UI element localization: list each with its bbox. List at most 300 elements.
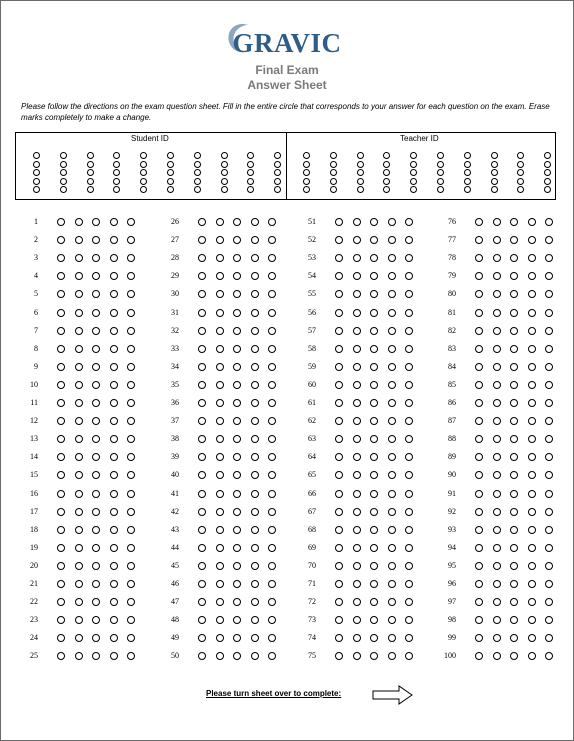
- answer-bubble[interactable]: [268, 508, 276, 516]
- answer-bubble[interactable]: [127, 399, 135, 407]
- answer-bubble[interactable]: [493, 526, 501, 534]
- student-id-bubble[interactable]: [247, 169, 254, 176]
- answer-bubble[interactable]: [510, 562, 518, 570]
- answer-bubble[interactable]: [92, 309, 100, 317]
- answer-bubble[interactable]: [405, 490, 413, 498]
- answer-bubble[interactable]: [251, 471, 259, 479]
- answer-bubble[interactable]: [353, 490, 361, 498]
- answer-bubble[interactable]: [405, 309, 413, 317]
- answer-bubble[interactable]: [127, 327, 135, 335]
- answer-bubble[interactable]: [57, 345, 65, 353]
- answer-bubble[interactable]: [475, 363, 483, 371]
- teacher-id-bubble[interactable]: [330, 178, 337, 185]
- teacher-id-bubble[interactable]: [410, 152, 417, 159]
- student-id-bubble[interactable]: [221, 161, 228, 168]
- answer-bubble[interactable]: [216, 218, 224, 226]
- answer-bubble[interactable]: [353, 290, 361, 298]
- answer-bubble[interactable]: [353, 218, 361, 226]
- student-id-bubble[interactable]: [113, 169, 120, 176]
- teacher-id-bubble[interactable]: [410, 186, 417, 193]
- answer-bubble[interactable]: [251, 508, 259, 516]
- answer-bubble[interactable]: [216, 453, 224, 461]
- answer-bubble[interactable]: [233, 562, 241, 570]
- answer-bubble[interactable]: [370, 580, 378, 588]
- answer-bubble[interactable]: [475, 526, 483, 534]
- answer-bubble[interactable]: [545, 580, 553, 588]
- answer-bubble[interactable]: [233, 218, 241, 226]
- answer-bubble[interactable]: [268, 218, 276, 226]
- answer-bubble[interactable]: [528, 616, 536, 624]
- answer-bubble[interactable]: [57, 562, 65, 570]
- answer-bubble[interactable]: [268, 327, 276, 335]
- answer-bubble[interactable]: [475, 490, 483, 498]
- answer-bubble[interactable]: [388, 218, 396, 226]
- answer-bubble[interactable]: [388, 435, 396, 443]
- teacher-id-bubble[interactable]: [544, 178, 551, 185]
- answer-bubble[interactable]: [75, 562, 83, 570]
- answer-bubble[interactable]: [475, 562, 483, 570]
- answer-bubble[interactable]: [251, 363, 259, 371]
- answer-bubble[interactable]: [57, 381, 65, 389]
- answer-bubble[interactable]: [528, 327, 536, 335]
- answer-bubble[interactable]: [251, 381, 259, 389]
- student-id-bubble[interactable]: [194, 152, 201, 159]
- answer-bubble[interactable]: [510, 327, 518, 335]
- answer-bubble[interactable]: [405, 508, 413, 516]
- answer-bubble[interactable]: [528, 399, 536, 407]
- answer-bubble[interactable]: [75, 652, 83, 660]
- answer-bubble[interactable]: [75, 544, 83, 552]
- answer-bubble[interactable]: [92, 327, 100, 335]
- student-id-bubble[interactable]: [87, 169, 94, 176]
- student-id-bubble[interactable]: [247, 161, 254, 168]
- answer-bubble[interactable]: [510, 345, 518, 353]
- answer-bubble[interactable]: [335, 309, 343, 317]
- answer-bubble[interactable]: [353, 309, 361, 317]
- teacher-id-bubble[interactable]: [410, 169, 417, 176]
- answer-bubble[interactable]: [353, 526, 361, 534]
- student-id-bubble[interactable]: [274, 169, 281, 176]
- answer-bubble[interactable]: [493, 363, 501, 371]
- student-id-bubble[interactable]: [33, 186, 40, 193]
- answer-bubble[interactable]: [545, 508, 553, 516]
- answer-bubble[interactable]: [528, 381, 536, 389]
- answer-bubble[interactable]: [127, 381, 135, 389]
- student-id-bubble[interactable]: [140, 169, 147, 176]
- answer-bubble[interactable]: [233, 580, 241, 588]
- student-id-bubble[interactable]: [60, 178, 67, 185]
- answer-bubble[interactable]: [493, 562, 501, 570]
- answer-bubble[interactable]: [545, 381, 553, 389]
- answer-bubble[interactable]: [493, 580, 501, 588]
- answer-bubble[interactable]: [75, 490, 83, 498]
- answer-bubble[interactable]: [92, 508, 100, 516]
- answer-bubble[interactable]: [216, 490, 224, 498]
- answer-bubble[interactable]: [233, 381, 241, 389]
- teacher-id-bubble[interactable]: [517, 152, 524, 159]
- answer-bubble[interactable]: [127, 544, 135, 552]
- answer-bubble[interactable]: [493, 634, 501, 642]
- student-id-bubble[interactable]: [221, 178, 228, 185]
- answer-bubble[interactable]: [110, 236, 118, 244]
- answer-bubble[interactable]: [353, 417, 361, 425]
- answer-bubble[interactable]: [510, 526, 518, 534]
- answer-bubble[interactable]: [493, 453, 501, 461]
- answer-bubble[interactable]: [405, 544, 413, 552]
- student-id-bubble[interactable]: [33, 161, 40, 168]
- answer-bubble[interactable]: [493, 508, 501, 516]
- answer-bubble[interactable]: [268, 490, 276, 498]
- answer-bubble[interactable]: [127, 363, 135, 371]
- answer-bubble[interactable]: [251, 290, 259, 298]
- answer-bubble[interactable]: [335, 508, 343, 516]
- teacher-id-bubble[interactable]: [303, 169, 310, 176]
- teacher-id-bubble[interactable]: [491, 178, 498, 185]
- answer-bubble[interactable]: [57, 490, 65, 498]
- student-id-bubble[interactable]: [113, 186, 120, 193]
- answer-bubble[interactable]: [335, 363, 343, 371]
- answer-bubble[interactable]: [475, 544, 483, 552]
- answer-bubble[interactable]: [510, 508, 518, 516]
- answer-bubble[interactable]: [75, 508, 83, 516]
- answer-bubble[interactable]: [127, 562, 135, 570]
- student-id-bubble[interactable]: [33, 152, 40, 159]
- student-id-bubble[interactable]: [167, 161, 174, 168]
- answer-bubble[interactable]: [251, 616, 259, 624]
- answer-bubble[interactable]: [388, 598, 396, 606]
- answer-bubble[interactable]: [370, 309, 378, 317]
- answer-bubble[interactable]: [216, 417, 224, 425]
- answer-bubble[interactable]: [388, 236, 396, 244]
- answer-bubble[interactable]: [370, 544, 378, 552]
- answer-bubble[interactable]: [110, 526, 118, 534]
- answer-bubble[interactable]: [268, 526, 276, 534]
- answer-bubble[interactable]: [251, 236, 259, 244]
- answer-bubble[interactable]: [528, 309, 536, 317]
- answer-bubble[interactable]: [353, 363, 361, 371]
- answer-bubble[interactable]: [251, 544, 259, 552]
- answer-bubble[interactable]: [92, 562, 100, 570]
- answer-bubble[interactable]: [110, 490, 118, 498]
- answer-bubble[interactable]: [370, 218, 378, 226]
- answer-bubble[interactable]: [388, 453, 396, 461]
- answer-bubble[interactable]: [268, 580, 276, 588]
- teacher-id-bubble[interactable]: [491, 169, 498, 176]
- answer-bubble[interactable]: [335, 580, 343, 588]
- teacher-id-bubble[interactable]: [410, 161, 417, 168]
- answer-bubble[interactable]: [493, 327, 501, 335]
- answer-bubble[interactable]: [388, 363, 396, 371]
- student-id-bubble[interactable]: [87, 186, 94, 193]
- answer-bubble[interactable]: [75, 471, 83, 479]
- answer-bubble[interactable]: [405, 363, 413, 371]
- answer-bubble[interactable]: [388, 508, 396, 516]
- student-id-bubble[interactable]: [274, 152, 281, 159]
- answer-bubble[interactable]: [353, 544, 361, 552]
- answer-bubble[interactable]: [75, 580, 83, 588]
- answer-bubble[interactable]: [216, 290, 224, 298]
- answer-bubble[interactable]: [198, 381, 206, 389]
- answer-bubble[interactable]: [216, 471, 224, 479]
- answer-bubble[interactable]: [216, 435, 224, 443]
- answer-bubble[interactable]: [198, 490, 206, 498]
- teacher-id-bubble[interactable]: [464, 169, 471, 176]
- answer-bubble[interactable]: [75, 218, 83, 226]
- answer-bubble[interactable]: [75, 435, 83, 443]
- student-id-bubble[interactable]: [167, 178, 174, 185]
- student-id-bubble[interactable]: [221, 169, 228, 176]
- answer-bubble[interactable]: [127, 526, 135, 534]
- teacher-id-bubble[interactable]: [544, 169, 551, 176]
- answer-bubble[interactable]: [405, 399, 413, 407]
- teacher-id-bubble[interactable]: [330, 186, 337, 193]
- teacher-id-bubble[interactable]: [464, 178, 471, 185]
- student-id-bubble[interactable]: [274, 186, 281, 193]
- answer-bubble[interactable]: [75, 526, 83, 534]
- answer-bubble[interactable]: [127, 490, 135, 498]
- answer-bubble[interactable]: [110, 544, 118, 552]
- teacher-id-bubble[interactable]: [357, 169, 364, 176]
- answer-bubble[interactable]: [198, 526, 206, 534]
- answer-bubble[interactable]: [528, 345, 536, 353]
- answer-bubble[interactable]: [110, 598, 118, 606]
- answer-bubble[interactable]: [475, 508, 483, 516]
- answer-bubble[interactable]: [493, 399, 501, 407]
- answer-bubble[interactable]: [370, 508, 378, 516]
- answer-bubble[interactable]: [493, 236, 501, 244]
- answer-bubble[interactable]: [127, 309, 135, 317]
- answer-bubble[interactable]: [545, 218, 553, 226]
- answer-bubble[interactable]: [216, 598, 224, 606]
- student-id-bubble[interactable]: [194, 161, 201, 168]
- answer-bubble[interactable]: [110, 399, 118, 407]
- answer-bubble[interactable]: [353, 634, 361, 642]
- answer-bubble[interactable]: [75, 272, 83, 280]
- student-id-bubble[interactable]: [167, 152, 174, 159]
- answer-bubble[interactable]: [198, 345, 206, 353]
- answer-bubble[interactable]: [335, 562, 343, 570]
- answer-bubble[interactable]: [216, 381, 224, 389]
- student-id-bubble[interactable]: [87, 152, 94, 159]
- answer-bubble[interactable]: [388, 544, 396, 552]
- answer-bubble[interactable]: [370, 363, 378, 371]
- teacher-id-bubble[interactable]: [544, 161, 551, 168]
- answer-bubble[interactable]: [216, 616, 224, 624]
- answer-bubble[interactable]: [510, 381, 518, 389]
- answer-bubble[interactable]: [388, 272, 396, 280]
- answer-bubble[interactable]: [388, 562, 396, 570]
- answer-bubble[interactable]: [110, 417, 118, 425]
- student-id-bubble[interactable]: [221, 152, 228, 159]
- answer-bubble[interactable]: [92, 490, 100, 498]
- teacher-id-bubble[interactable]: [437, 161, 444, 168]
- answer-bubble[interactable]: [335, 526, 343, 534]
- answer-bubble[interactable]: [251, 435, 259, 443]
- answer-bubble[interactable]: [353, 598, 361, 606]
- answer-bubble[interactable]: [388, 417, 396, 425]
- answer-bubble[interactable]: [216, 634, 224, 642]
- answer-bubble[interactable]: [198, 508, 206, 516]
- answer-bubble[interactable]: [335, 345, 343, 353]
- student-id-bubble[interactable]: [60, 161, 67, 168]
- answer-bubble[interactable]: [57, 544, 65, 552]
- answer-bubble[interactable]: [268, 562, 276, 570]
- answer-bubble[interactable]: [75, 363, 83, 371]
- teacher-id-bubble[interactable]: [357, 161, 364, 168]
- answer-bubble[interactable]: [528, 417, 536, 425]
- answer-bubble[interactable]: [110, 327, 118, 335]
- answer-bubble[interactable]: [75, 309, 83, 317]
- teacher-id-bubble[interactable]: [330, 152, 337, 159]
- answer-bubble[interactable]: [127, 345, 135, 353]
- answer-bubble[interactable]: [370, 490, 378, 498]
- answer-bubble[interactable]: [216, 309, 224, 317]
- answer-bubble[interactable]: [75, 399, 83, 407]
- answer-bubble[interactable]: [493, 471, 501, 479]
- student-id-bubble[interactable]: [33, 178, 40, 185]
- answer-bubble[interactable]: [92, 381, 100, 389]
- answer-bubble[interactable]: [216, 562, 224, 570]
- answer-bubble[interactable]: [528, 490, 536, 498]
- answer-bubble[interactable]: [370, 399, 378, 407]
- answer-bubble[interactable]: [110, 309, 118, 317]
- answer-bubble[interactable]: [353, 345, 361, 353]
- teacher-id-bubble[interactable]: [383, 178, 390, 185]
- answer-bubble[interactable]: [216, 272, 224, 280]
- answer-bubble[interactable]: [353, 453, 361, 461]
- student-id-bubble[interactable]: [247, 186, 254, 193]
- answer-bubble[interactable]: [388, 381, 396, 389]
- answer-bubble[interactable]: [353, 471, 361, 479]
- answer-bubble[interactable]: [127, 580, 135, 588]
- answer-bubble[interactable]: [216, 580, 224, 588]
- answer-bubble[interactable]: [251, 526, 259, 534]
- answer-bubble[interactable]: [75, 634, 83, 642]
- answer-bubble[interactable]: [233, 363, 241, 371]
- answer-bubble[interactable]: [251, 453, 259, 461]
- answer-bubble[interactable]: [388, 290, 396, 298]
- answer-bubble[interactable]: [475, 381, 483, 389]
- answer-bubble[interactable]: [335, 218, 343, 226]
- answer-bubble[interactable]: [405, 526, 413, 534]
- teacher-id-bubble[interactable]: [410, 178, 417, 185]
- answer-bubble[interactable]: [216, 544, 224, 552]
- answer-bubble[interactable]: [388, 634, 396, 642]
- answer-bubble[interactable]: [510, 580, 518, 588]
- answer-bubble[interactable]: [233, 508, 241, 516]
- answer-bubble[interactable]: [335, 490, 343, 498]
- answer-bubble[interactable]: [110, 471, 118, 479]
- answer-bubble[interactable]: [198, 327, 206, 335]
- answer-bubble[interactable]: [233, 309, 241, 317]
- answer-bubble[interactable]: [198, 562, 206, 570]
- answer-bubble[interactable]: [57, 508, 65, 516]
- student-id-bubble[interactable]: [113, 161, 120, 168]
- answer-bubble[interactable]: [110, 634, 118, 642]
- answer-bubble[interactable]: [127, 218, 135, 226]
- answer-bubble[interactable]: [110, 218, 118, 226]
- answer-bubble[interactable]: [528, 272, 536, 280]
- answer-bubble[interactable]: [110, 453, 118, 461]
- answer-bubble[interactable]: [216, 508, 224, 516]
- teacher-id-bubble[interactable]: [437, 178, 444, 185]
- answer-bubble[interactable]: [251, 490, 259, 498]
- answer-bubble[interactable]: [353, 327, 361, 335]
- answer-bubble[interactable]: [353, 508, 361, 516]
- student-id-bubble[interactable]: [194, 186, 201, 193]
- student-id-bubble[interactable]: [194, 169, 201, 176]
- teacher-id-bubble[interactable]: [383, 169, 390, 176]
- student-id-bubble[interactable]: [194, 178, 201, 185]
- answer-bubble[interactable]: [388, 309, 396, 317]
- answer-bubble[interactable]: [216, 363, 224, 371]
- answer-bubble[interactable]: [510, 490, 518, 498]
- answer-bubble[interactable]: [110, 580, 118, 588]
- answer-bubble[interactable]: [251, 309, 259, 317]
- teacher-id-bubble[interactable]: [464, 152, 471, 159]
- answer-bubble[interactable]: [405, 327, 413, 335]
- student-id-bubble[interactable]: [87, 161, 94, 168]
- answer-bubble[interactable]: [510, 399, 518, 407]
- answer-bubble[interactable]: [493, 272, 501, 280]
- answer-bubble[interactable]: [57, 327, 65, 335]
- answer-bubble[interactable]: [388, 399, 396, 407]
- answer-bubble[interactable]: [233, 345, 241, 353]
- answer-bubble[interactable]: [268, 381, 276, 389]
- answer-bubble[interactable]: [545, 363, 553, 371]
- answer-bubble[interactable]: [335, 381, 343, 389]
- answer-bubble[interactable]: [92, 363, 100, 371]
- answer-bubble[interactable]: [493, 490, 501, 498]
- answer-bubble[interactable]: [528, 254, 536, 262]
- answer-bubble[interactable]: [493, 435, 501, 443]
- answer-bubble[interactable]: [110, 652, 118, 660]
- answer-bubble[interactable]: [545, 526, 553, 534]
- student-id-bubble[interactable]: [33, 169, 40, 176]
- answer-bubble[interactable]: [528, 652, 536, 660]
- answer-bubble[interactable]: [251, 327, 259, 335]
- answer-bubble[interactable]: [405, 580, 413, 588]
- teacher-id-bubble[interactable]: [303, 186, 310, 193]
- answer-bubble[interactable]: [528, 236, 536, 244]
- student-id-bubble[interactable]: [113, 152, 120, 159]
- answer-bubble[interactable]: [545, 562, 553, 570]
- answer-bubble[interactable]: [233, 526, 241, 534]
- answer-bubble[interactable]: [110, 345, 118, 353]
- answer-bubble[interactable]: [493, 598, 501, 606]
- answer-bubble[interactable]: [75, 290, 83, 298]
- answer-bubble[interactable]: [75, 345, 83, 353]
- answer-bubble[interactable]: [528, 634, 536, 642]
- answer-bubble[interactable]: [110, 381, 118, 389]
- answer-bubble[interactable]: [268, 399, 276, 407]
- teacher-id-bubble[interactable]: [357, 178, 364, 185]
- answer-bubble[interactable]: [110, 562, 118, 570]
- answer-bubble[interactable]: [475, 399, 483, 407]
- teacher-id-bubble[interactable]: [437, 186, 444, 193]
- answer-bubble[interactable]: [335, 399, 343, 407]
- student-id-bubble[interactable]: [140, 178, 147, 185]
- answer-bubble[interactable]: [216, 327, 224, 335]
- answer-bubble[interactable]: [493, 290, 501, 298]
- answer-bubble[interactable]: [388, 345, 396, 353]
- teacher-id-bubble[interactable]: [357, 152, 364, 159]
- answer-bubble[interactable]: [545, 309, 553, 317]
- teacher-id-bubble[interactable]: [544, 152, 551, 159]
- answer-bubble[interactable]: [75, 616, 83, 624]
- answer-bubble[interactable]: [110, 290, 118, 298]
- answer-bubble[interactable]: [510, 309, 518, 317]
